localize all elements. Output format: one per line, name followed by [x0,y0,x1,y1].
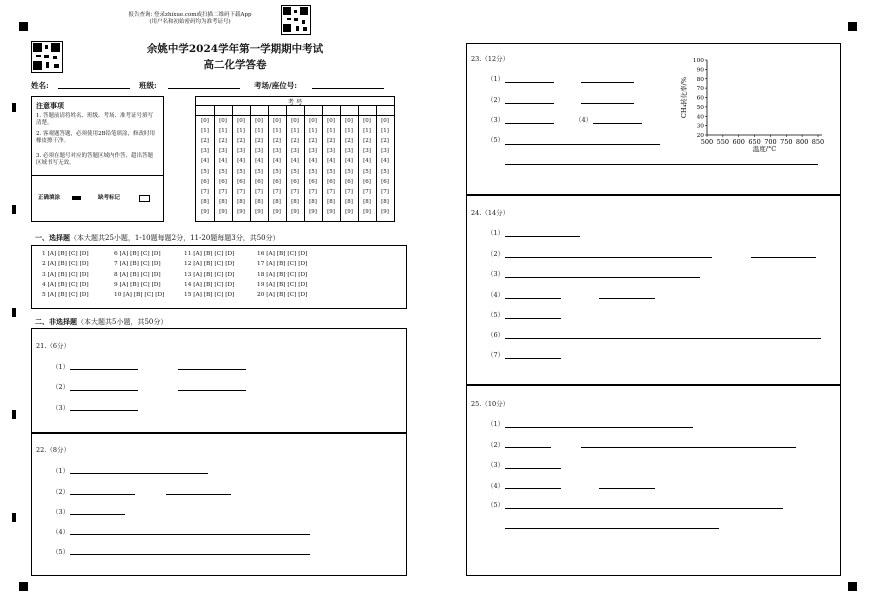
seat-field[interactable] [312,88,384,89]
class-label: 班级: [139,81,157,90]
corner-marker [19,22,28,31]
chart-group [679,58,824,152]
exam-id-bubble[interactable]: [6] [291,178,299,185]
exam-id-bubble[interactable]: [5] [273,168,281,175]
q21-num-2: （2） [52,383,70,391]
grid-column-divider [358,105,359,221]
choice-row[interactable]: 10 [A] [B] [C] [D] [114,292,165,299]
choice-row[interactable]: 9 [A] [B] [C] [D] [114,281,161,288]
exam-id-bubble[interactable]: [9] [273,208,281,215]
section2-desc: （本大题共5小题，共50分） [77,318,168,326]
q24-answer-2b[interactable] [751,257,816,258]
x-tick-label: 850 [811,138,825,146]
q23-answer-5b[interactable] [505,164,818,165]
timing-mark [12,513,16,522]
exam-id-bubble[interactable]: [7] [309,188,317,195]
name-field[interactable] [58,88,130,89]
grid-column-divider [340,105,341,221]
choice-row[interactable]: 7 [A] [B] [C] [D] [114,261,161,268]
section1-header [35,233,280,243]
q23-box [466,43,841,196]
q24-num-6: （6） [487,331,505,339]
exam-id-bubble[interactable]: [4] [201,158,209,165]
exam-id-bubble[interactable]: [7] [237,188,245,195]
q21-title: 21.（6分） [36,342,70,350]
exam-id-bubble[interactable]: [4] [327,158,335,165]
exam-id-bubble[interactable]: [8] [309,198,317,205]
grid-divider [196,115,394,116]
exam-id-bubble[interactable]: [2] [327,138,335,145]
q22-answer-2a[interactable] [70,494,135,495]
y-tick-label: 30 [696,123,704,130]
exam-id-bubble[interactable]: [1] [309,128,317,135]
exam-id-bubble[interactable]: [4] [363,158,371,165]
exam-id-bubble[interactable]: [0] [273,118,281,124]
exam-id-bubble[interactable]: [9] [255,208,263,215]
y-tick-label: 20 [696,133,704,139]
q21-answer-1a[interactable] [70,369,138,370]
q25-answer-2a[interactable] [505,447,551,448]
choice-row[interactable]: 11 [A] [B] [C] [D] [184,251,235,257]
notice-line-2: (用户名和初始密码均为准考证号) [149,19,231,25]
exam-id-bubble[interactable]: [8] [363,198,371,205]
exam-id-bubble[interactable]: [1] [273,128,281,135]
q23-answer-1b[interactable] [581,82,634,83]
q24-answer-3[interactable] [505,277,700,278]
q22-num-3: （3） [52,508,70,516]
y-tick-label: 50 [696,104,704,111]
exam-id-bubble[interactable]: [9] [219,208,227,215]
seat-label: 考场/座位号: [254,81,298,90]
q22-answer-3[interactable] [70,514,125,515]
exam-id-bubble[interactable]: [7] [381,188,389,195]
exam-id-bubble[interactable]: [8] [237,198,245,205]
exam-id-bubble[interactable]: [3] [291,148,299,155]
exam-id-bubble[interactable]: [3] [273,148,281,155]
exam-id-bubble[interactable]: [0] [237,118,245,124]
exam-id-bubble[interactable]: [8] [255,198,263,205]
exam-id-bubble[interactable]: [5] [255,168,263,175]
x-tick-label: 650 [748,138,761,146]
choice-row[interactable]: 6 [A] [B] [C] [D] [114,251,161,257]
q24-title: 24.（14分） [471,209,510,217]
choice-row[interactable]: 8 [A] [B] [C] [D] [114,271,161,278]
q22-num-5: （5） [52,548,70,556]
exam-id-bubble[interactable]: [9] [381,208,389,215]
timing-mark [12,103,16,112]
correct-fill-sample [72,196,81,200]
section2-header [35,317,167,327]
exam-id-bubble[interactable]: [0] [381,118,389,124]
q21-answer-2a[interactable] [70,390,138,391]
q21-num-1: （1） [52,363,70,371]
x-tick-label: 550 [716,138,730,146]
exam-id-bubble[interactable]: [6] [219,178,227,185]
exam-id-bubble[interactable]: [4] [237,158,245,165]
missing-mark-label: 缺考标记 [98,195,121,201]
exam-id-bubble[interactable]: [1] [381,128,389,135]
choice-row[interactable]: 1 [A] [B] [C] [D] [42,251,89,257]
section1-title: 一、选择题 [35,233,70,242]
name-label: 姓名: [31,81,49,90]
exam-id-bubble[interactable]: [6] [309,178,317,185]
x-tick-label: 700 [764,138,777,146]
exam-id-bubble[interactable]: [5] [309,168,317,175]
exam-id-bubble[interactable]: [1] [201,128,209,135]
q23-answer-5a[interactable] [505,144,660,145]
choice-row[interactable]: 18 [A] [B] [C] [D] [257,271,308,278]
exam-id-bubble[interactable]: [5] [219,168,227,175]
grid-column-divider [304,105,305,221]
exam-id-bubble[interactable]: [4] [381,158,389,165]
exam-id-bubble[interactable]: [7] [201,188,209,195]
q22-answer-1[interactable] [70,473,208,474]
q21-answer-3[interactable] [70,410,138,411]
q21-num-3: （3） [52,404,70,412]
correct-fill-label: 正确填涂 [38,195,61,201]
x-tick-label: 500 [700,138,714,146]
conversion-chart [677,52,827,152]
exam-id-bubble[interactable]: [1] [345,128,353,135]
grid-column-divider [250,105,251,221]
exam-id-bubble[interactable]: [8] [201,198,209,205]
exam-id-bubble[interactable]: [4] [255,158,263,165]
q23-num-2: （2） [487,96,505,104]
y-tick-label: 90 [696,67,704,74]
exam-id-bubble[interactable]: [8] [219,198,227,205]
exam-id-bubble[interactable]: [5] [327,168,335,175]
exam-id-bubble[interactable]: [1] [327,128,335,135]
exam-id-bubble[interactable]: [3] [201,148,209,155]
q24-answer-6[interactable] [505,338,821,339]
choice-row[interactable]: 17 [A] [B] [C] [D] [257,261,308,268]
exam-id-bubble[interactable]: [4] [345,158,353,165]
exam-id-bubble[interactable]: [1] [219,128,227,135]
q24-answer-2a[interactable] [505,257,712,258]
exam-id-bubble[interactable]: [9] [291,208,299,215]
q23-num-4: （4） [575,116,593,124]
exam-id-bubble[interactable]: [0] [363,118,371,124]
exam-id-bubble[interactable]: [2] [237,138,245,145]
notes-box [31,96,164,222]
choice-row[interactable]: 3 [A] [B] [C] [D] [42,271,89,278]
exam-id-title: 考 号 [287,98,303,106]
exam-id-bubble[interactable]: [6] [201,178,209,185]
exam-id-bubble[interactable]: [6] [345,178,353,185]
exam-id-bubble[interactable]: [0] [201,118,209,124]
exam-id-bubble[interactable]: [1] [255,128,263,135]
qr-code-left [31,41,63,73]
x-tick-label: 750 [780,138,793,146]
exam-id-bubble[interactable]: [6] [273,178,281,185]
exam-id-bubble[interactable]: [3] [255,148,263,155]
section1-desc: （本大题共25小题，1-10题每题2分，11-20题每题3分，共50分） [70,234,280,242]
choice-row[interactable]: 13 [A] [B] [C] [D] [184,271,235,278]
exam-id-bubble[interactable]: [7] [273,188,281,195]
exam-id-bubble[interactable]: [6] [363,178,371,185]
exam-id-bubble[interactable]: [3] [381,148,389,155]
exam-id-bubble[interactable]: [9] [201,208,209,215]
x-tick-label: 600 [732,138,745,146]
q23-num-1: （1） [487,75,505,83]
q22-answer-4[interactable] [70,534,310,535]
q24-num-7: （7） [487,351,505,359]
q22-answer-5[interactable] [70,554,310,555]
exam-id-bubble[interactable]: [2] [255,138,263,145]
subject-title: 高二化学答卷 [203,59,267,71]
exam-id-bubble[interactable]: [7] [219,188,227,195]
y-tick-label: 100 [692,58,704,64]
choice-row[interactable]: 15 [A] [B] [C] [D] [184,292,235,299]
exam-id-bubble[interactable]: [0] [255,118,263,124]
exam-id-bubble[interactable]: [9] [363,208,371,215]
exam-id-bubble[interactable]: [8] [273,198,281,205]
q25-num-4: （4） [487,482,505,490]
grid-column-divider [232,105,233,221]
exam-id-bubble[interactable]: [2] [291,138,299,145]
exam-id-bubble[interactable]: [2] [201,138,209,145]
q25-num-1: （1） [487,420,505,428]
exam-id-bubble[interactable]: [9] [345,208,353,215]
choice-row[interactable]: 19 [A] [B] [C] [D] [257,281,308,288]
choice-row[interactable]: 16 [A] [B] [C] [D] [257,251,308,257]
corner-marker [848,582,857,591]
exam-id-bubble[interactable]: [7] [255,188,263,195]
y-tick-label: 70 [696,86,704,93]
exam-id-bubble[interactable]: [7] [291,188,299,195]
exam-id-bubble[interactable]: [9] [237,208,245,215]
exam-id-bubble[interactable]: [6] [237,178,245,185]
exam-id-bubble[interactable]: [0] [291,118,299,124]
q21-answer-2b[interactable] [178,390,246,391]
exam-id-bubble[interactable]: [5] [345,168,353,175]
grid-divider [196,105,394,106]
q23-answer-2a[interactable] [505,103,554,104]
grid-column-divider [268,105,269,221]
q25-num-2: （2） [487,441,505,449]
q23-answer-1a[interactable] [505,82,554,83]
exam-id-bubble[interactable]: [5] [201,168,209,175]
y-axis-title: CH₄转化率/% [680,76,688,119]
exam-id-bubble[interactable]: [8] [381,198,389,205]
notes-item-2: 2. 客观题答题，必须使用2B铅笔填涂，修改时用橡皮擦干净。 [36,131,156,144]
exam-id-bubble[interactable]: [7] [327,188,335,195]
q22-num-4: （4） [52,528,70,536]
exam-id-bubble[interactable]: [1] [363,128,371,135]
exam-id-bubble[interactable]: [9] [309,208,317,215]
q24-answer-4a[interactable] [505,298,561,299]
q24-answer-1[interactable] [505,236,580,237]
exam-id-bubble[interactable]: [3] [345,148,353,155]
grid-column-divider [286,105,287,221]
q24-answer-5[interactable] [505,318,561,319]
q22-num-1: （1） [52,467,70,475]
exam-id-bubble[interactable]: [2] [309,138,317,145]
exam-id-bubble[interactable]: [0] [327,118,335,124]
exam-id-bubble[interactable]: [7] [363,188,371,195]
q25-answer-1[interactable] [505,427,693,428]
report-notice [115,12,265,26]
exam-id-bubble[interactable]: [5] [291,168,299,175]
exam-id-bubble[interactable]: [5] [237,168,245,175]
exam-id-bubble[interactable]: [4] [309,158,317,165]
q25-answer-5a[interactable] [505,508,783,509]
q23-answer-3[interactable] [505,123,554,124]
q22-num-2: （2） [52,488,70,496]
class-field[interactable] [168,88,240,89]
choice-box [31,245,407,309]
q24-num-3: （3） [487,270,505,278]
q23-answer-2b[interactable] [581,103,634,104]
choice-row[interactable]: 20 [A] [B] [C] [D] [257,292,308,299]
corner-marker [848,22,857,31]
q24-num-4: （4） [487,291,505,299]
q23-num-3: （3） [487,116,505,124]
grid-column-divider [214,105,215,221]
corner-marker [19,582,28,591]
exam-id-bubble[interactable]: [1] [291,128,299,135]
q24-num-1: （1） [487,229,505,237]
exam-id-bubble[interactable]: [3] [327,148,335,155]
q24-num-5: （5） [487,311,505,319]
notes-title: 注意事项 [36,101,64,110]
y-tick-label: 80 [696,76,704,83]
exam-id-bubble[interactable]: [4] [219,158,227,165]
exam-id-bubble[interactable]: [2] [363,138,371,145]
exam-id-bubble[interactable]: [3] [363,148,371,155]
q25-answer-3[interactable] [505,468,561,469]
q21-answer-1b[interactable] [178,369,246,370]
x-tick-label: 800 [795,138,809,146]
missing-mark-box[interactable] [139,195,150,202]
exam-id-bubble[interactable]: [1] [237,128,245,135]
q25-num-5: （5） [487,501,505,509]
exam-id-bubble[interactable]: [2] [219,138,227,145]
exam-id-bubble[interactable]: [5] [381,168,389,175]
notes-item-3: 3. 必须在题号对应的答题区域内作答，超出答题区域书写无效。 [36,153,153,166]
qr-code-top [281,5,311,35]
notes-item-1: 1. 答题前请将姓名、班级、考场、准考证号填写清楚。 [36,113,153,126]
q23-title: 23.（12分） [471,55,510,63]
timing-mark [12,205,16,214]
q24-num-2: （2） [487,250,505,258]
q22-box [31,432,407,576]
y-tick-label: 40 [696,114,704,121]
q25-box [466,384,841,576]
exam-id-bubble[interactable]: [8] [345,198,353,205]
exam-id-bubble[interactable]: [7] [345,188,353,195]
choice-row[interactable]: 14 [A] [B] [C] [D] [184,281,235,288]
exam-id-bubble[interactable]: [3] [219,148,227,155]
y-tick-label: 60 [696,95,704,102]
section2-title: 二、非选择题 [35,317,77,326]
exam-id-bubble[interactable]: [4] [273,158,281,165]
exam-id-bubble[interactable]: [6] [327,178,335,185]
choice-row[interactable]: 12 [A] [B] [C] [D] [184,261,235,268]
exam-id-bubble[interactable]: [0] [309,118,317,124]
q22-answer-2b[interactable] [166,494,231,495]
exam-id-bubble[interactable]: [2] [345,138,353,145]
exam-id-bubble[interactable]: [3] [237,148,245,155]
grid-column-divider [376,105,377,221]
choice-row[interactable]: 4 [A] [B] [C] [D] [42,281,89,288]
notes-divider [32,175,163,176]
q24-answer-7[interactable] [505,358,561,359]
q24-answer-4b[interactable] [599,298,655,299]
q22-title: 22.（8分） [36,446,70,454]
q25-answer-5b[interactable] [505,528,719,529]
exam-id-bubble[interactable]: [2] [381,138,389,145]
q25-answer-4b[interactable] [599,488,655,489]
timing-mark [12,410,16,419]
exam-id-bubble[interactable]: [4] [291,158,299,165]
exam-id-bubble[interactable]: [3] [309,148,317,155]
exam-id-bubble[interactable]: [6] [255,178,263,185]
notice-line-1: 报告查询: 登录zhixue.com或扫描二维码下载App [128,12,252,18]
exam-id-bubble[interactable]: [0] [345,118,353,124]
exam-id-grid [195,96,395,222]
q24-box [466,194,841,386]
q23-num-5: （5） [487,136,505,144]
q25-answer-4a[interactable] [505,488,561,489]
choice-row[interactable]: 2 [A] [B] [C] [D] [42,261,89,268]
timing-mark [12,308,16,317]
q25-num-3: （3） [487,461,505,469]
q21-box [31,328,407,434]
choice-row[interactable]: 5 [A] [B] [C] [D] [42,292,89,299]
exam-id-bubble[interactable]: [0] [219,118,227,124]
exam-id-bubble[interactable]: [5] [363,168,371,175]
exam-id-bubble[interactable]: [2] [273,138,281,145]
school-title: 余姚中学2024学年第一学期期中考试 [146,43,324,55]
grid-column-divider [322,105,323,221]
exam-id-bubble[interactable]: [6] [381,178,389,185]
exam-id-bubble[interactable]: [9] [327,208,335,215]
x-axis-title: 温度/°C [752,145,777,152]
q23-answer-4[interactable] [593,123,642,124]
exam-id-bubble[interactable]: [8] [327,198,335,205]
exam-id-bubble[interactable]: [8] [291,198,299,205]
q25-answer-2b[interactable] [581,447,796,448]
q25-title: 25.（10分） [471,400,510,408]
